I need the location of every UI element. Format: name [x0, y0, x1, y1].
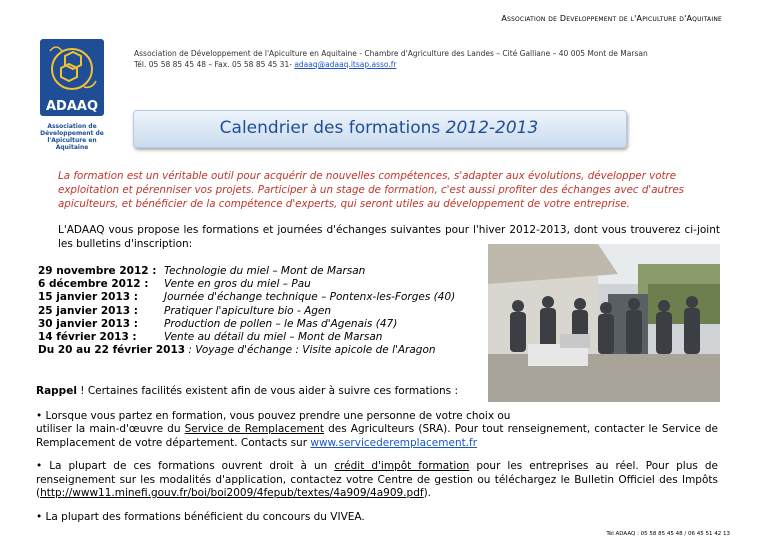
phone-fax: Tél. 05 58 85 45 48 – Fax. 05 58 85 45 31- — [134, 60, 295, 69]
bullet-text: • La plupart de ces formations ouvrent droit à un — [36, 460, 335, 472]
schedule-date: 14 février 2013 : — [38, 331, 137, 344]
bullet-replacement — [36, 423, 718, 450]
schedule-date: 30 janvier 2013 : — [38, 317, 138, 330]
service-remplacement-link[interactable]: Service de Remplacement — [184, 423, 324, 435]
intro-text: La formation est un véritable outil pour acquérir de nouvelles compétences, s'adapter aux évolutions, développer votre exploitation et pérenniser vos projets. Participer à un stage de formation, c'est aussi profiter des échanges avec d'autres apiculteurs, et bénéficier de la compétence d'experts, qui seront utiles au développement de votre entreprise. — [58, 170, 685, 210]
reminder-text: ! Certaines facilités existent afin de vous aider à suivre ces formations : — [76, 385, 458, 397]
bee-logo-icon — [40, 39, 104, 116]
schedule-row — [38, 291, 455, 304]
tax-credit-link[interactable]: crédit d'impôt formation — [334, 460, 470, 472]
title-years: 2012-2013 — [445, 118, 539, 138]
reminder-label: Rappel — [36, 385, 77, 397]
page-title — [133, 118, 625, 138]
logo-acronym: ADAAQ — [45, 99, 99, 114]
group-photo — [488, 244, 720, 402]
servicederemplacement-link[interactable]: www.servicederemplacement.fr — [310, 436, 478, 449]
schedule-desc: : Voyage d'échange : Visite apicole de l'Aragon — [185, 344, 436, 357]
bullet-text: des Agriculteurs (SRA). Pour tout renseignement, contacter le Service de Remplacement de votre département. Contacts sur — [36, 423, 719, 449]
schedule-row — [38, 344, 455, 357]
bullet-vivea: • La plupart des formations bénéficient du concours du VIVEA. — [36, 511, 365, 523]
bullet-tax-credit — [36, 460, 718, 501]
schedule-desc: Vente au détail du miel – Mont de Marsan — [164, 331, 383, 344]
schedule-desc: Production de pollen – le Mas d'Agenais (47) — [164, 317, 398, 330]
title-main: Calendrier des formations — [219, 118, 446, 138]
email-link[interactable]: adaaq@adaaq.itsap.asso.fr — [294, 60, 397, 69]
schedule-row — [38, 265, 455, 278]
bullet-text: ). — [423, 487, 431, 499]
schedule-row — [38, 305, 455, 318]
bullet-text: pour les entreprises au réel. Pour plus de renseignement sur les modalités d'application, contactez votre Centre de gestion ou téléchargez le Bulletin Officiel des Impôts ( — [36, 460, 718, 499]
schedule-row — [38, 331, 455, 344]
schedule-desc: Vente en gros du miel – Pau — [164, 278, 311, 291]
schedule-date: Du 20 au 22 février 2013 — [38, 344, 186, 357]
logo-caption-line: Développement de — [40, 130, 104, 137]
bullet-replacement-line1: • Lorsque vous partez en formation, vous pouvez prendre une personne de votre choix ou — [36, 410, 511, 422]
address-line: Association de Développement de l'Apiculture en Aquitaine - Chambre d'Agriculture des Landes – Cité Galliane – 40 005 Mont de Marsan — [134, 49, 648, 58]
logo-caption-line: l'Apiculture en Aquitaine — [47, 137, 97, 151]
schedule-desc: Pratiquer l'apiculture bio - Agen — [164, 304, 332, 317]
bullet-text: utiliser la main-d'œuvre du — [36, 423, 185, 435]
training-schedule — [38, 265, 455, 357]
document-header — [501, 14, 722, 23]
schedule-date: 29 novembre 2012 : — [38, 265, 157, 277]
reminder — [36, 385, 718, 399]
schedule-desc: Technologie du miel – Mont de Marsan — [164, 265, 366, 277]
schedule-row — [38, 318, 455, 331]
schedule-date: 6 décembre 2012 : — [38, 278, 149, 291]
intro-paragraph: L'ADAAQ vous propose les formations et journées d'échanges suivantes pour l'hiver 2012-2013, dont vous trouverez ci-joint les bulletins d'inscription: — [58, 224, 720, 250]
logo-caption — [34, 123, 110, 151]
contact-line — [134, 60, 396, 69]
schedule-desc: Journée d'échange technique – Pontenx-les-Forges (40) — [164, 291, 456, 304]
schedule-date: 25 janvier 2013 : — [38, 304, 138, 317]
schedule-row — [38, 278, 455, 291]
header-title: Association de Developpement de l'Apiculture d'Aquitaine — [501, 14, 722, 23]
schedule-date: 15 janvier 2013 : — [38, 291, 138, 304]
footer-phone: Tél ADAAQ : 05 58 85 45 48 / 06 45 51 42 13 — [606, 531, 730, 537]
logo-caption-line: Association de — [47, 123, 97, 130]
boi-link[interactable]: http://www11.minefi.gouv.fr/boi/boi2009/4fepub/textes/4a909/4a909.pdf — [40, 487, 424, 499]
